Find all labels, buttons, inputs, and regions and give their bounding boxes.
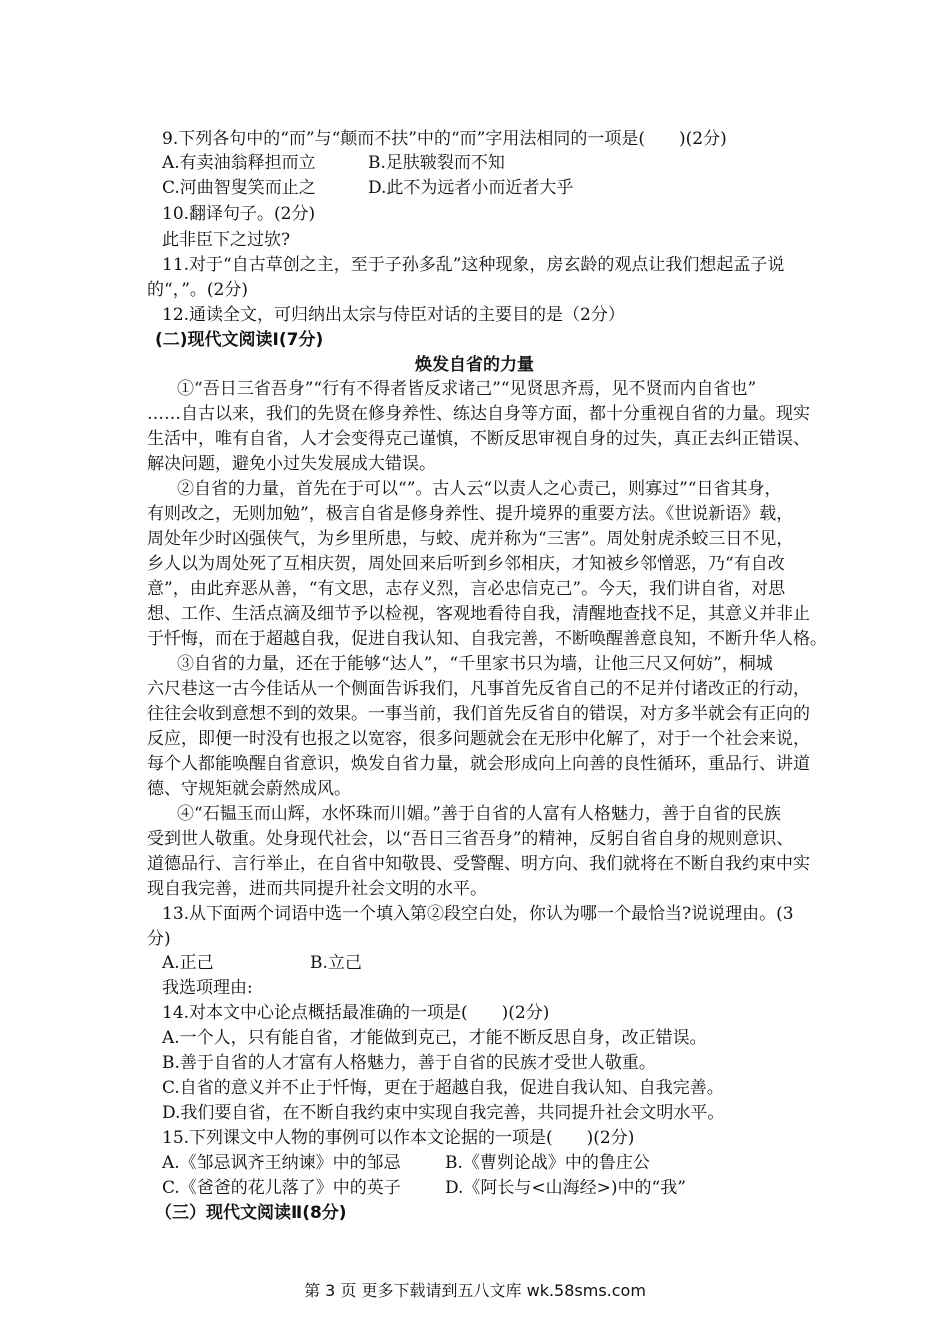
question-12: 12.通读全文，可归纳出太宗与侍臣对话的主要目的是（2分） <box>162 305 625 325</box>
question-11-line-2: 的“，”。(2分) <box>147 280 248 300</box>
paragraph-4-line-2: 受到世人敬重。处身现代社会，以“吾日三省吾身”的精神，反躬自省自身的规则意识、 <box>147 829 794 849</box>
question-14: 14.对本文中心论点概括最准确的一项是( )(2分) <box>162 1003 550 1023</box>
paragraph-3-line-2: 六尺巷这一古今佳话从一个侧面告诉我们，凡事首先反省自己的不足并付诸改正的行动， <box>147 679 810 699</box>
question-11-line-1: 11.对于“自古草创之主，至于子孙多乱”这种现象，房玄龄的观点让我们想起孟子说 <box>162 255 785 275</box>
paragraph-2-line-6: 想、工作、生活点滴及细节予以检视，客观地看待自我，清醒地查找不足，其意义并非止 <box>147 604 810 624</box>
question-10-sentence: 此非臣下之过欤? <box>162 230 291 250</box>
question-13-line-1: 13.从下面两个词语中选一个填入第②段空白处，你认为哪一个最恰当?说说理由。(3 <box>162 904 794 924</box>
question-10: 10.翻译句子。(2分) <box>162 204 316 224</box>
question-9: 9.下列各句中的“而”与“颠而不扶”中的“而”字用法相同的一项是( )(2分) <box>162 129 727 149</box>
question-9-option-d: D.此不为远者小而近者大乎 <box>368 178 574 198</box>
paragraph-1-line-4: 解决问题，避免小过失发展成大错误。 <box>147 454 436 474</box>
question-13-option-b: B.立己 <box>310 953 362 973</box>
paragraph-4-line-3: 道德品行、言行举止，在自省中知敬畏、受警醒、明方向、我们就将在不断自我约束中实 <box>147 854 810 874</box>
paragraph-4-line-1: ④“石韫玉而山辉，水怀珠而川媚。”善于自省的人富有人格魅力，善于自省的民族 <box>177 804 781 824</box>
paragraph-2-line-3: 周处年少时凶强侠气，为乡里所患，与蛟、虎并称为“三害”。周处射虎杀蛟三日不见， <box>147 529 794 549</box>
paragraph-1-line-2: ……自古以来，我们的先贤在修身养性、练达自身等方面，都十分重视自省的力量。现实 <box>147 404 810 424</box>
question-15-option-a: A.《邹忌讽齐王纳谏》中的邹忌 <box>162 1153 401 1173</box>
section-3-heading: （三）现代文阅读Ⅱ(8分) <box>155 1203 347 1223</box>
question-13-option-a: A.正己 <box>162 953 214 973</box>
paragraph-3-line-1: ③自省的力量，还在于能够“达人”，“千里家书只为墙，让他三尺又何妨”，桐城 <box>177 654 773 674</box>
question-14-option-c: C.自省的意义并不止于忏悔，更在于超越自我，促进自我认知、自我完善。 <box>162 1078 724 1098</box>
paragraph-4-line-4: 现自我完善，进而共同提升社会文明的水平。 <box>147 879 487 899</box>
question-9-option-c: C.河曲智叟笑而止之 <box>162 178 316 198</box>
question-13-line-2: 分) <box>147 929 171 949</box>
paragraph-3-line-3: 往往会收到意想不到的效果。一事当前，我们首先反省自的错误，对方多半就会有正向的 <box>147 704 810 724</box>
paragraph-3-line-5: 每个人都能唤醒自省意识，焕发自省力量，就会形成向上向善的良性循环，重品行、讲道 <box>147 754 810 774</box>
paragraph-2-line-4: 乡人以为周处死了互相庆贺，周处回来后听到乡邻相庆，才知被乡邻憎恶，乃“有自改 <box>147 554 785 574</box>
article-title: 焕发自省的力量 <box>415 355 534 375</box>
page-footer: 第 3 页 更多下载请到五八文库 wk.58sms.com <box>304 1281 646 1300</box>
paragraph-2-line-1: ②自省的力量，首先在于可以“”。古人云“以责人之心责己，则寡过”“日省其身， <box>177 479 782 499</box>
paragraph-3-line-4: 反应，即便一时没有也报之以宽容，很多问题就会在无形中化解了，对于一个社会来说， <box>147 729 810 749</box>
section-2-heading: (二)现代文阅读Ⅰ(7分) <box>155 330 324 350</box>
question-9-option-a: A.有卖油翁释担而立 <box>162 153 316 173</box>
paragraph-2-line-7: 于忏悔，而在于超越自我，促进自我认知、自我完善，不断唤醒善意良知，不断升华人格。 <box>147 629 827 649</box>
question-15: 15.下列课文中人物的事例可以作本文论据的一项是( )(2分) <box>162 1128 635 1148</box>
question-15-option-c: C.《爸爸的花儿落了》中的英子 <box>162 1178 401 1198</box>
paragraph-2-line-5: 意”，由此弃恶从善，“有文思，志存义烈，言必忠信克己”。今天，我们讲自省，对思 <box>147 579 786 599</box>
question-14-option-b: B.善于自省的人才富有人格魅力，善于自省的民族才受世人敬重。 <box>162 1053 656 1073</box>
paragraph-2-line-2: 有则改之，无则加勉”，极言自省是修身养性、提升境界的重要方法。《世说新语》载， <box>147 504 794 524</box>
question-15-option-d: D.《阿长与<山海经>)中的“我” <box>445 1178 686 1198</box>
question-13-answer-prompt: 我选项理由: <box>162 978 253 998</box>
question-14-option-d: D.我们要自省，在不断自我约束中实现自我完善，共同提升社会文明水平。 <box>162 1103 725 1123</box>
paragraph-3-line-6: 德、守规矩就会蔚然成风。 <box>147 779 351 799</box>
paragraph-1-line-3: 生活中，唯有自省，人才会变得克己谨慎，不断反思审视自身的过失，真正去纠正错误、 <box>147 429 810 449</box>
question-15-option-b: B.《曹刿论战》中的鲁庄公 <box>445 1153 650 1173</box>
question-9-option-b: B.足肤皲裂而不知 <box>368 153 505 173</box>
paragraph-1-line-1: ①“吾日三省吾身”“行有不得者皆反求诸己”“见贤思齐焉，见不贤而内自省也” <box>177 379 757 399</box>
question-14-option-a: A.一个人，只有能自省，才能做到克己，才能不断反思自身，改正错误。 <box>162 1028 707 1048</box>
